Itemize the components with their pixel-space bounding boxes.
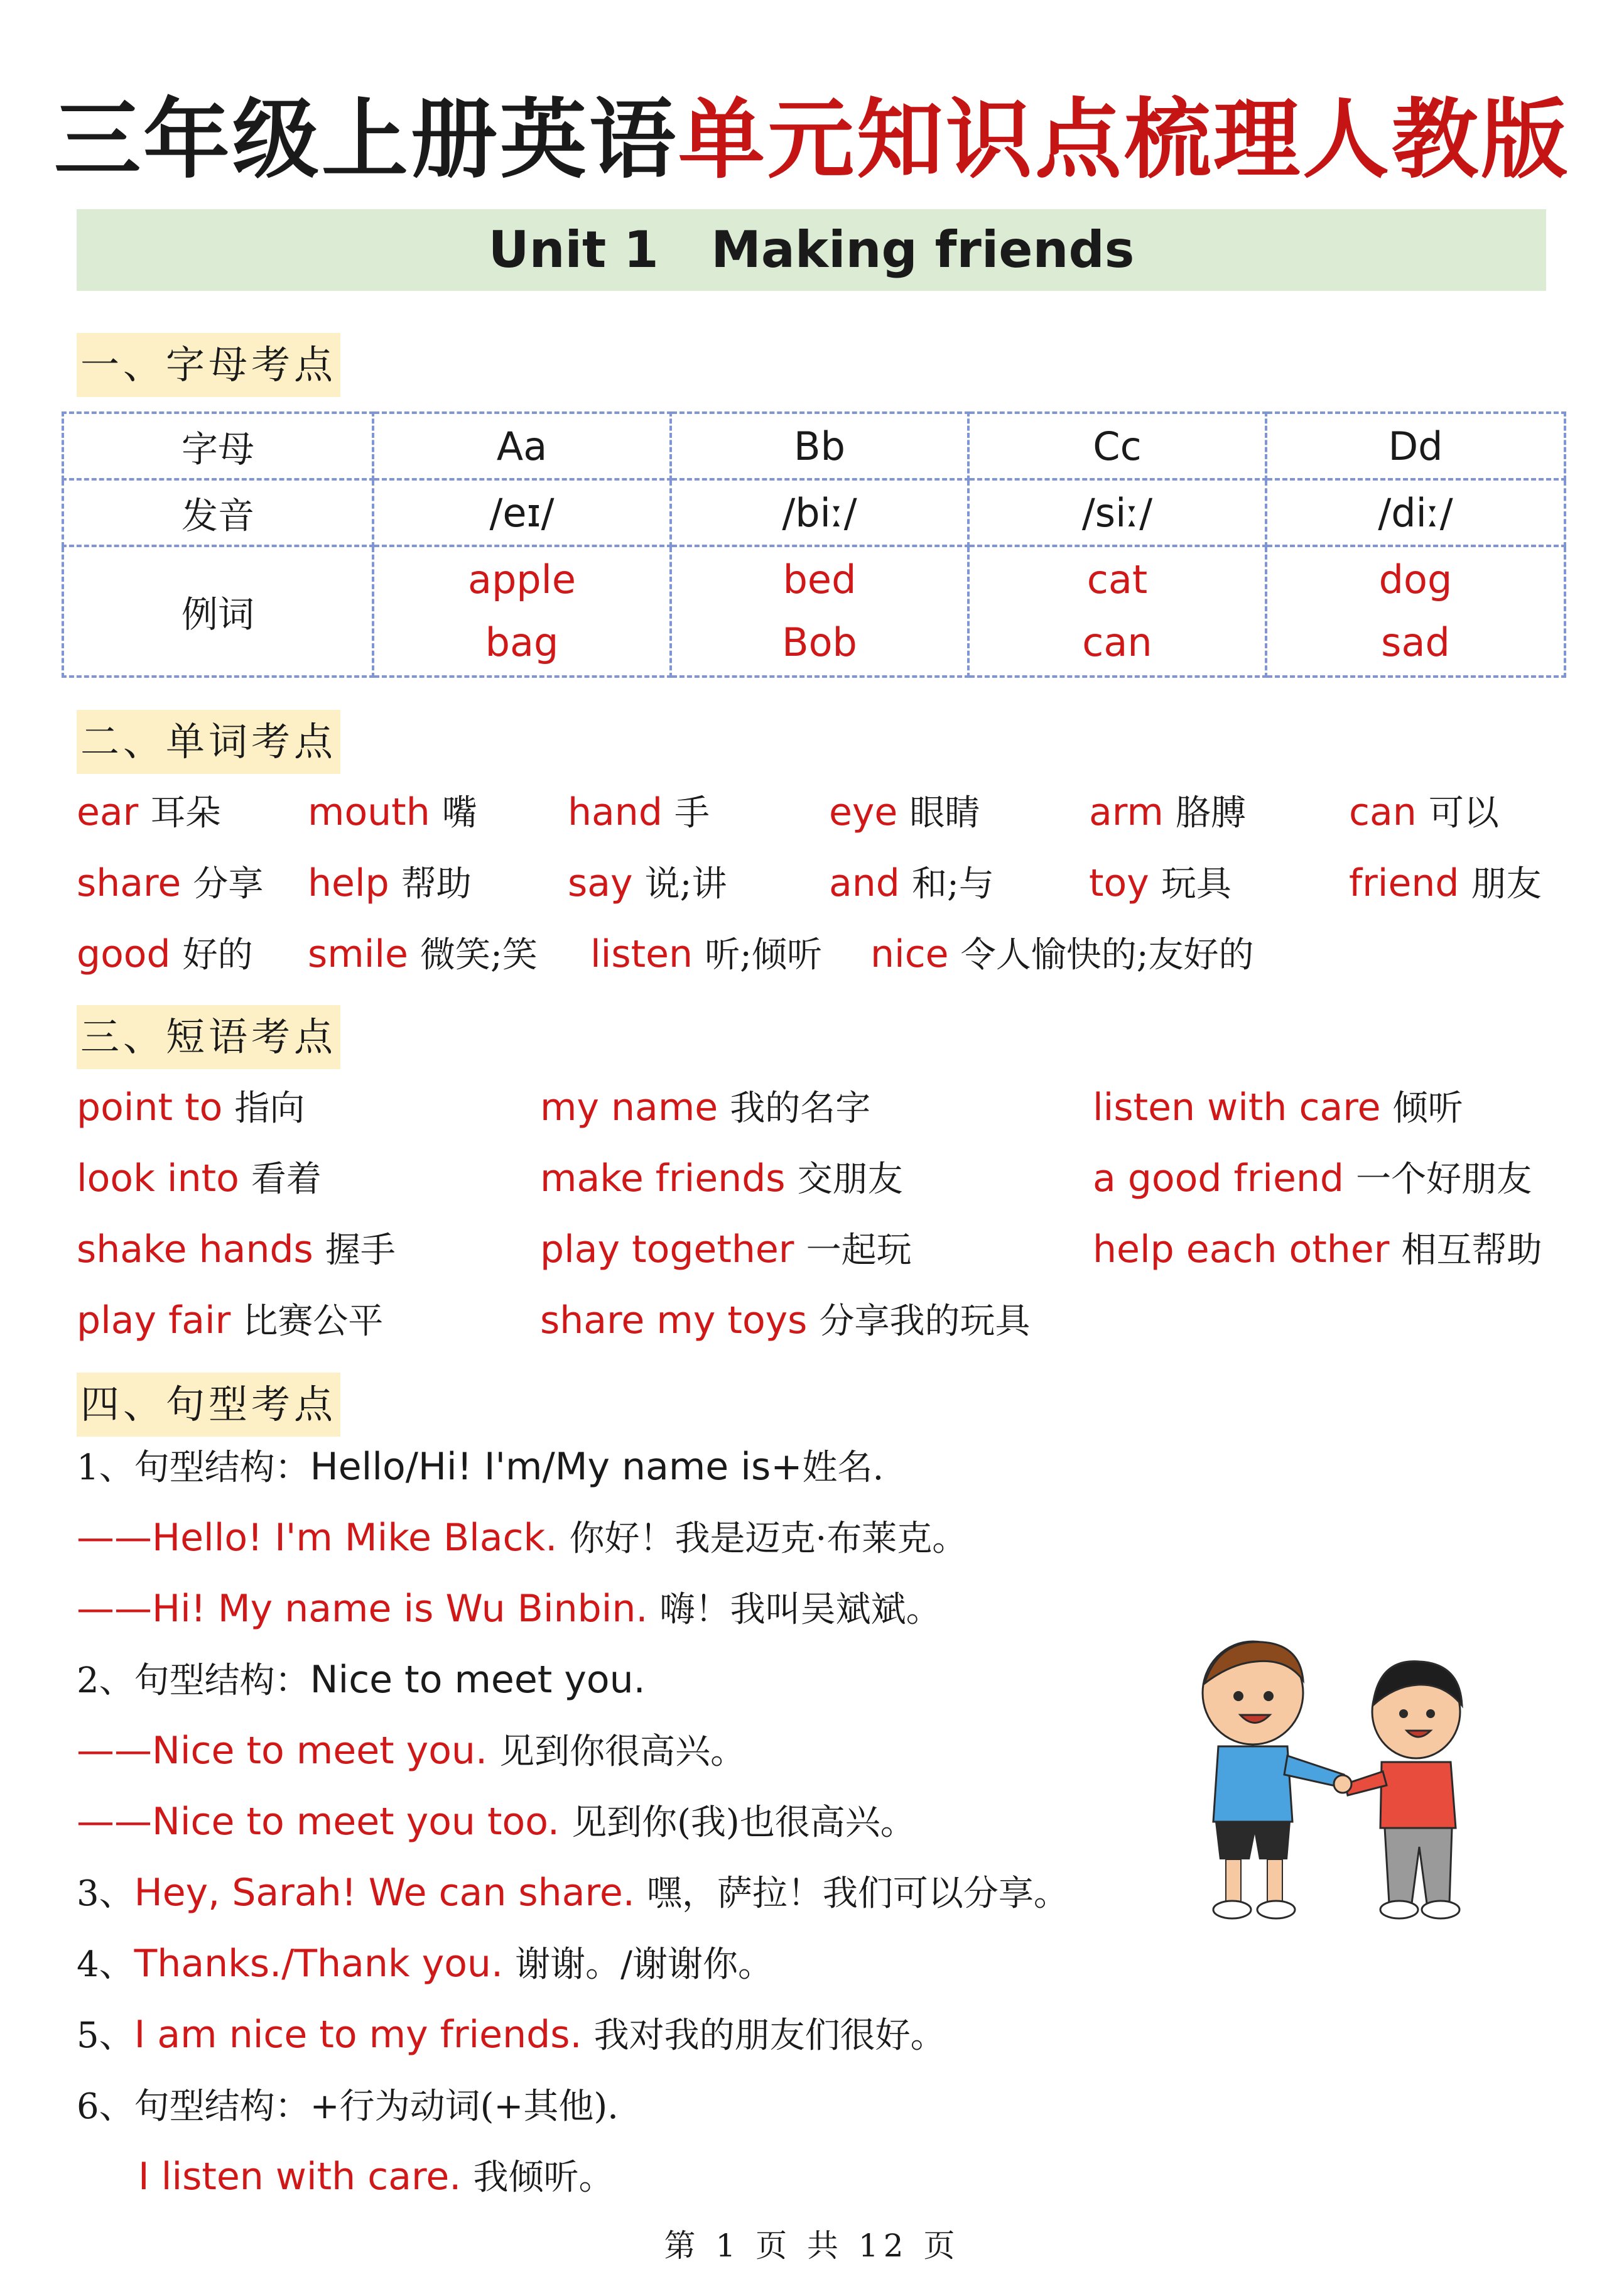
letter-cell: Cc [968, 413, 1266, 479]
sentence-en: Hey, Sarah! We can share. [134, 1871, 635, 1915]
sentence-list [77, 1439, 1207, 2219]
word-cn: 说;讲 [644, 864, 727, 905]
phrase-list [77, 1080, 1584, 1364]
sentence-cn: 见到你很高兴。 [499, 1731, 746, 1772]
sentence-en: Thanks./Thank you. [134, 1942, 504, 1986]
word-en: mouth [308, 790, 430, 834]
word-cn: 耳朵 [150, 793, 221, 834]
word-cn: 帮助 [401, 864, 472, 905]
pattern-label: 句型结构： [134, 1447, 310, 1488]
phrase-item [540, 1080, 870, 1131]
sentence-cn: 嗨！我叫吴斌斌。 [659, 1589, 941, 1630]
phrase-item [1093, 1151, 1532, 1202]
phrase-item [540, 1293, 1031, 1344]
sentence-en: I listen with care. [138, 2155, 462, 2199]
pattern-text: Nice to meet you. [310, 1658, 646, 1702]
row-label-sound: 发音 [63, 479, 373, 546]
phrase-en: help each other [1093, 1227, 1390, 1271]
item-number: 2、 [77, 1660, 134, 1701]
example-sentence [77, 1581, 1207, 1651]
word-en: friend [1349, 861, 1459, 905]
letter-cell: Dd [1266, 413, 1565, 479]
phrase-item [77, 1151, 322, 1202]
sound-cell: /siː/ [968, 479, 1266, 546]
sentence-en: Hi! My name is Wu Binbin. [152, 1587, 648, 1631]
sentence-cn: 嘿，萨拉！我们可以分享。 [646, 1873, 1069, 1914]
phrase-item [540, 1222, 912, 1273]
dash: —— [77, 1800, 152, 1844]
sentence-en: Hello! I'm Mike Black. [152, 1516, 558, 1560]
phrase-en: play fair [77, 1298, 231, 1342]
example-word: Bob [782, 619, 857, 665]
unit-heading: Unit 1 Making friends [77, 209, 1546, 291]
word-en: listen [590, 932, 693, 976]
phrase-en: play together [540, 1227, 794, 1271]
word-item [568, 856, 727, 906]
word-en: eye [829, 790, 898, 834]
phrase-en: look into [77, 1156, 239, 1200]
example-word: bed [782, 557, 857, 602]
phrase-row [77, 1151, 1584, 1222]
word-en: good [77, 932, 171, 976]
word-item [308, 927, 538, 977]
sentence-cn: 我倾听。 [473, 2157, 614, 2198]
phrase-cn: 一个好朋友 [1356, 1159, 1532, 1200]
word-item [829, 785, 980, 835]
phrase-cn: 分享我的玩具 [819, 1301, 1031, 1342]
sentence-pattern [77, 2077, 1207, 2148]
example-sentence [77, 2148, 1207, 2219]
phrase-cn: 相互帮助 [1401, 1230, 1542, 1271]
word-en: arm [1089, 790, 1164, 834]
sentence-en: Nice to meet you too. [152, 1800, 560, 1844]
word-cn: 分享 [193, 864, 264, 905]
phrase-item [77, 1222, 396, 1273]
section-heading-words: 二、单词考点 [77, 710, 340, 774]
row-label-examples: 例词 [63, 546, 373, 677]
word-item [308, 785, 477, 835]
kids-handshake-illustration [1181, 1633, 1495, 1935]
word-item [590, 927, 822, 977]
word-en: share [77, 861, 181, 905]
phrase-item [77, 1080, 305, 1131]
phrase-cn: 指向 [234, 1088, 305, 1129]
word-list [77, 785, 1584, 998]
sentence-pattern [77, 1439, 1207, 1510]
phrase-row [77, 1293, 1584, 1364]
word-cn: 听;倾听 [705, 935, 823, 976]
phrase-cn: 握手 [325, 1230, 396, 1271]
page-footer: 第 1 页 共 12 页 [664, 2228, 960, 2264]
example-sentence [77, 1793, 1207, 1864]
phrase-en: make friends [540, 1156, 786, 1200]
phrase-cn: 我的名字 [730, 1088, 871, 1129]
letter-table [62, 411, 1566, 678]
example-word: cat [1086, 557, 1148, 602]
item-number: 6、 [77, 2086, 134, 2127]
pattern-text: Hello/Hi! I'm/My name is+ [310, 1445, 803, 1489]
phrase-en: my name [540, 1085, 718, 1129]
dash: —— [77, 1729, 152, 1773]
word-item [1089, 856, 1232, 906]
phrase-cn: 看着 [251, 1159, 322, 1200]
word-en: toy [1089, 861, 1149, 905]
phrase-cn: 一起玩 [806, 1230, 912, 1271]
word-en: nice [870, 932, 949, 976]
section-heading-sentences: 四、句型考点 [77, 1373, 340, 1437]
sound-row [63, 479, 1565, 546]
dash: —— [77, 1587, 152, 1631]
numbered-sentence [77, 2006, 1207, 2077]
title-part1: 三年级上册英语 [53, 89, 678, 190]
word-en: and [829, 861, 900, 905]
word-en: can [1349, 790, 1417, 834]
word-item [77, 785, 220, 835]
pattern-cn: +行为动词(+其他). [310, 2086, 619, 2127]
phrase-row [77, 1080, 1584, 1151]
numbered-sentence [77, 1935, 1207, 2006]
letter-cell: Aa [373, 413, 671, 479]
sound-cell: /eɪ/ [373, 479, 671, 546]
word-item [1349, 785, 1499, 835]
word-item [829, 856, 994, 906]
word-cn: 朋友 [1471, 864, 1542, 905]
word-item [870, 927, 1254, 977]
phrase-en: share my toys [540, 1298, 808, 1342]
example-word: sad [1381, 619, 1450, 665]
word-item [77, 927, 253, 977]
word-row [77, 927, 1584, 998]
word-cn: 嘴 [441, 793, 477, 834]
example-cell [373, 546, 671, 677]
phrase-item [77, 1293, 383, 1344]
word-item [1089, 785, 1246, 835]
phrase-row [77, 1222, 1584, 1293]
pattern-label: 句型结构： [134, 1660, 310, 1701]
word-cn: 眼睛 [909, 793, 980, 834]
sentence-en: Nice to meet you. [152, 1729, 488, 1773]
item-number: 1、 [77, 1447, 134, 1488]
pattern-cn: 姓名. [802, 1447, 884, 1488]
word-cn: 好的 [182, 935, 253, 976]
phrase-en: point to [77, 1085, 223, 1129]
page-title [0, 80, 1624, 200]
word-cn: 令人愉快的;友好的 [960, 935, 1254, 976]
kids-handshake-image [1181, 1633, 1495, 1935]
word-en: hand [568, 790, 663, 834]
phrase-en: a good friend [1093, 1156, 1344, 1200]
phrase-cn: 交朋友 [797, 1159, 903, 1200]
word-cn: 和;与 [911, 864, 994, 905]
section-heading-phrases: 三、短语考点 [77, 1005, 340, 1069]
word-en: ear [77, 790, 139, 834]
sound-cell: /diː/ [1266, 479, 1565, 546]
example-word: dog [1378, 557, 1453, 602]
example-cell [1266, 546, 1565, 677]
sentence-cn: 你好！我是迈克·布莱克。 [569, 1518, 968, 1559]
pattern-label: 句型结构： [134, 2086, 310, 2127]
word-item [308, 856, 472, 906]
row-label-letter: 字母 [63, 413, 373, 479]
example-word: bag [485, 619, 559, 665]
example-cell [968, 546, 1266, 677]
word-item [568, 785, 710, 835]
phrase-item [540, 1151, 903, 1202]
sound-cell: /biː/ [671, 479, 968, 546]
phrase-en: shake hands [77, 1227, 313, 1271]
numbered-sentence [77, 1864, 1207, 1935]
letter-cell: Bb [671, 413, 968, 479]
phrase-en: listen with care [1093, 1085, 1381, 1129]
example-sentence [77, 1722, 1207, 1793]
word-en: help [308, 861, 389, 905]
title-part2: 单元知识点梳理人教版 [678, 89, 1571, 190]
word-item [1349, 856, 1542, 906]
item-number: 3、 [77, 1873, 134, 1914]
word-cn: 胳膊 [1175, 793, 1246, 834]
phrase-cn: 倾听 [1392, 1088, 1463, 1129]
example-word: can [1082, 619, 1152, 665]
word-cn: 可以 [1428, 793, 1499, 834]
sentence-cn: 谢谢。/谢谢你。 [515, 1944, 773, 1985]
word-item [77, 856, 263, 906]
sentence-cn: 我对我的朋友们很好。 [593, 2015, 946, 2056]
sentence-cn: 见到你(我)也很高兴。 [571, 1802, 916, 1843]
sentence-en: I am nice to my friends. [134, 2013, 582, 2057]
sentence-pattern [77, 1651, 1207, 1722]
examples-row [63, 546, 1565, 677]
phrase-item [1093, 1080, 1463, 1131]
phrase-cn: 比赛公平 [242, 1301, 384, 1342]
letter-row [63, 413, 1565, 479]
word-cn: 微笑;笑 [420, 935, 538, 976]
word-cn: 手 [674, 793, 710, 834]
word-en: smile [308, 932, 408, 976]
word-row [77, 785, 1584, 856]
example-cell [671, 546, 968, 677]
item-number: 5、 [77, 2015, 134, 2056]
dash: —— [77, 1516, 152, 1560]
word-en: say [568, 861, 633, 905]
example-word: apple [467, 557, 577, 602]
section-heading-letters: 一、字母考点 [77, 333, 340, 397]
item-number: 4、 [77, 1944, 134, 1985]
word-cn: 玩具 [1161, 864, 1232, 905]
word-row [77, 856, 1584, 927]
phrase-item [1093, 1222, 1542, 1273]
example-sentence [77, 1510, 1207, 1581]
